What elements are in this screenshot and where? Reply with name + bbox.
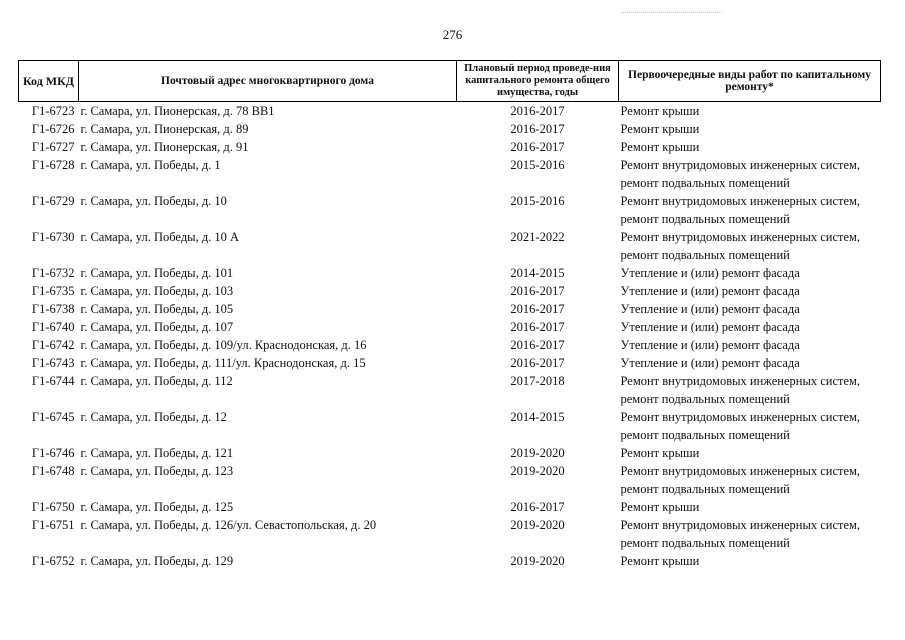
row-address: г. Самара, ул. Победы, д. 123 <box>80 464 234 478</box>
row-code: Г1-6750 <box>31 500 75 514</box>
work-line: ремонт подвальных помещений <box>620 248 790 262</box>
row-period: 2015-2016 <box>510 194 565 208</box>
table-row <box>19 228 881 264</box>
table-row <box>19 462 881 498</box>
work-line: Ремонт крыши <box>620 140 700 154</box>
work-line: ремонт подвальных помещений <box>620 428 790 442</box>
table-row <box>19 192 881 228</box>
row-period: 2016-2017 <box>510 284 565 298</box>
row-works <box>619 192 881 228</box>
row-address: г. Самара, ул. Пионерская, д. 91 <box>80 140 249 154</box>
header-works: Первоочередные виды работ по капитальному ремонту* <box>619 61 881 102</box>
row-works <box>619 264 881 282</box>
work-line: Ремонт крыши <box>620 500 700 514</box>
row-works <box>619 552 881 570</box>
row-works <box>619 462 881 498</box>
table-row <box>19 498 881 516</box>
row-code: Г1-6743 <box>31 356 75 370</box>
row-works <box>619 354 881 372</box>
row-code: Г1-6745 <box>31 410 75 424</box>
row-works <box>619 156 881 192</box>
work-line: Утепление и (или) ремонт фасада <box>620 284 800 298</box>
row-address: г. Самара, ул. Победы, д. 111/ул. Краснодонская, д. 15 <box>80 356 366 370</box>
table-row <box>19 102 881 121</box>
header-address: Почтовый адрес многоквартирного дома <box>79 61 457 102</box>
row-code: Г1-6729 <box>31 194 75 208</box>
table-row <box>19 264 881 282</box>
work-line: Утепление и (или) ремонт фасада <box>620 266 800 280</box>
row-period: 2015-2016 <box>510 158 565 172</box>
header-code: Код МКД <box>19 61 79 102</box>
work-line: Ремонт внутридомовых инженерных систем, <box>620 158 861 172</box>
row-period: 2016-2017 <box>510 338 565 352</box>
work-line: Ремонт крыши <box>620 104 700 118</box>
row-address: г. Самара, ул. Победы, д. 125 <box>80 500 234 514</box>
row-works <box>619 282 881 300</box>
table-row <box>19 516 881 552</box>
row-period: 2016-2017 <box>510 122 565 136</box>
work-line: ремонт подвальных помещений <box>620 212 790 226</box>
work-line: Ремонт внутридомовых инженерных систем, <box>620 194 861 208</box>
header-period: Плановый период проведе-ния капитального ремонта общего имущества, годы <box>457 61 619 102</box>
scan-artifact <box>622 12 722 16</box>
capital-repair-table <box>18 60 881 570</box>
row-works <box>619 372 881 408</box>
work-line: ремонт подвальных помещений <box>620 176 790 190</box>
work-line: Ремонт внутридомовых инженерных систем, <box>620 518 861 532</box>
table-row <box>19 372 881 408</box>
row-code: Г1-6738 <box>31 302 75 316</box>
row-code: Г1-6735 <box>31 284 75 298</box>
table-row <box>19 282 881 300</box>
row-address: г. Самара, ул. Победы, д. 129 <box>80 554 234 568</box>
table-row <box>19 408 881 444</box>
row-works <box>619 516 881 552</box>
row-code: Г1-6723 <box>31 104 75 118</box>
row-works <box>619 318 881 336</box>
row-works <box>619 228 881 264</box>
row-period: 2017-2018 <box>510 374 565 388</box>
row-address: г. Самара, ул. Победы, д. 1 <box>80 158 221 172</box>
row-code: Г1-6742 <box>31 338 75 352</box>
table-header-row <box>19 61 881 102</box>
row-code: Г1-6744 <box>31 374 75 388</box>
table-row <box>19 138 881 156</box>
row-period: 2019-2020 <box>510 464 565 478</box>
work-line: Утепление и (или) ремонт фасада <box>620 302 800 316</box>
row-code: Г1-6728 <box>31 158 75 172</box>
row-period: 2014-2015 <box>510 266 565 280</box>
row-code: Г1-6740 <box>31 320 75 334</box>
work-line: Ремонт внутридомовых инженерных систем, <box>620 410 861 424</box>
row-period: 2016-2017 <box>510 302 565 316</box>
row-code: Г1-6727 <box>31 140 75 154</box>
row-period: 2019-2020 <box>510 518 565 532</box>
row-period: 2014-2015 <box>510 410 565 424</box>
row-code: Г1-6752 <box>31 554 75 568</box>
row-address: г. Самара, ул. Победы, д. 103 <box>80 284 234 298</box>
row-address: г. Самара, ул. Победы, д. 107 <box>80 320 234 334</box>
row-address: г. Самара, ул. Победы, д. 12 <box>80 410 227 424</box>
row-period: 2019-2020 <box>510 446 565 460</box>
work-line: ремонт подвальных помещений <box>620 536 790 550</box>
row-works <box>619 102 881 121</box>
row-works <box>619 336 881 354</box>
row-works <box>619 498 881 516</box>
table-body <box>19 102 881 571</box>
row-period: 2021-2022 <box>510 230 565 244</box>
work-line: Утепление и (или) ремонт фасада <box>620 356 800 370</box>
row-period: 2016-2017 <box>510 140 565 154</box>
row-works <box>619 138 881 156</box>
row-works <box>619 444 881 462</box>
work-line: Утепление и (или) ремонт фасада <box>620 338 800 352</box>
row-address: г. Самара, ул. Победы, д. 112 <box>80 374 233 388</box>
table-row <box>19 156 881 192</box>
work-line: Ремонт крыши <box>620 554 700 568</box>
row-code: Г1-6726 <box>31 122 75 136</box>
row-address: г. Самара, ул. Победы, д. 105 <box>80 302 234 316</box>
table-row <box>19 444 881 462</box>
row-period: 2016-2017 <box>510 500 565 514</box>
page-number: 276 <box>442 27 463 42</box>
row-period: 2016-2017 <box>510 356 565 370</box>
row-code: Г1-6730 <box>31 230 75 244</box>
row-code: Г1-6748 <box>31 464 75 478</box>
table-row <box>19 354 881 372</box>
row-works <box>619 408 881 444</box>
row-code: Г1-6732 <box>31 266 75 280</box>
table-row <box>19 120 881 138</box>
work-line: Ремонт внутридомовых инженерных систем, <box>620 464 861 478</box>
row-code: Г1-6751 <box>31 518 75 532</box>
table-row <box>19 318 881 336</box>
work-line: Ремонт внутридомовых инженерных систем, <box>620 230 861 244</box>
work-line: ремонт подвальных помещений <box>620 392 790 406</box>
row-address: г. Самара, ул. Пионерская, д. 89 <box>80 122 249 136</box>
row-code: Г1-6746 <box>31 446 75 460</box>
table-row <box>19 552 881 570</box>
work-line: Ремонт внутридомовых инженерных систем, <box>620 374 861 388</box>
row-address: г. Самара, ул. Победы, д. 109/ул. Краснодонская, д. 16 <box>80 338 367 352</box>
row-address: г. Самара, ул. Пионерская, д. 78 ВВ1 <box>80 104 275 118</box>
work-line: Ремонт крыши <box>620 446 700 460</box>
row-address: г. Самара, ул. Победы, д. 101 <box>80 266 234 280</box>
row-period: 2016-2017 <box>510 320 565 334</box>
work-line: Утепление и (или) ремонт фасада <box>620 320 800 334</box>
row-address: г. Самара, ул. Победы, д. 10 А <box>80 230 240 244</box>
table-row <box>19 300 881 318</box>
row-address: г. Самара, ул. Победы, д. 121 <box>80 446 234 460</box>
row-period: 2019-2020 <box>510 554 565 568</box>
row-period: 2016-2017 <box>510 104 565 118</box>
work-line: Ремонт крыши <box>620 122 700 136</box>
work-line: ремонт подвальных помещений <box>620 482 790 496</box>
row-works <box>619 120 881 138</box>
row-address: г. Самара, ул. Победы, д. 126/ул. Севастопольская, д. 20 <box>80 518 377 532</box>
table-row <box>19 336 881 354</box>
row-works <box>619 300 881 318</box>
row-address: г. Самара, ул. Победы, д. 10 <box>80 194 227 208</box>
